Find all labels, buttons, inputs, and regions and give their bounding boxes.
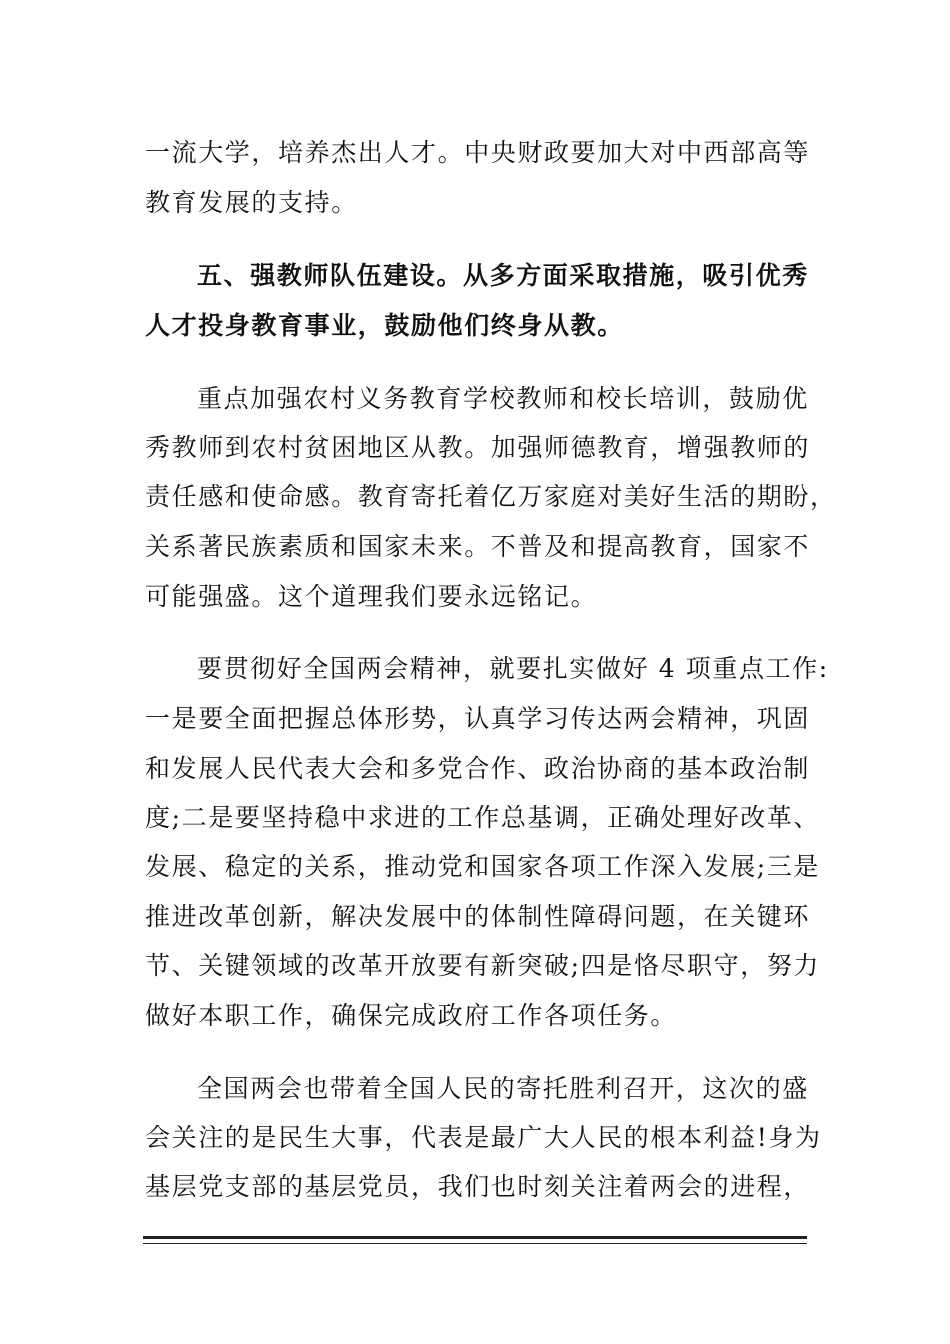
text-line: 和发展人民代表大会和多党合作、政治协商的基本政治制 [145,754,811,783]
text-line: 全国两会也带着全国人民的寄托胜利召开，这次的盛 [197,1074,809,1103]
text-line: 一流大学，培养杰出人才。中央财政要加大对中西部高等 [145,138,811,167]
heading-line: 五、强教师队伍建设。从多方面采取措施，吸引优秀 [197,261,809,290]
text-line: 关系著民族素质和国家未来。不普及和提高教育，国家不 [145,532,811,561]
text-line: 会关注的是民生大事，代表是最广大人民的根本利益!身为 [145,1123,822,1152]
text-line: 做好本职工作，确保完成政府工作各项任务。 [145,1001,678,1030]
text-line: 责任感和使命感。教育寄托着亿万家庭对美好生活的期盼， [145,482,837,511]
text-line: 发展、稳定的关系，推动党和国家各项工作深入发展;三是 [145,852,821,881]
text-line: 教育发展的支持。 [145,188,358,217]
text-line: 度;二是要坚持稳中求进的工作总基调，正确处理好改革、 [145,803,821,832]
text-line: 推进改革创新，解决发展中的体制性障碍问题，在关键环 [145,902,811,931]
heading-line: 人才投身教育事业，鼓励他们终身从教。 [145,311,624,340]
text-line: 秀教师到农村贫困地区从教。加强师德教育，增强教师的 [145,433,811,462]
text-line: 一是要全面把握总体形势，认真学习传达两会精神，巩固 [145,704,811,733]
text-line: 基层党支部的基层党员，我们也时刻关注着两会的进程， [145,1172,811,1201]
footer-rule [143,1236,807,1239]
text-line: 要贯彻好全国两会精神，就要扎实做好 4 项重点工作: [197,654,829,683]
text-line: 可能强盛。这个道理我们要永远铭记。 [145,582,598,611]
footer-rule-thin [143,1243,807,1244]
text-line: 重点加强农村义务教育学校教师和校长培训，鼓励优 [197,384,809,413]
text-line: 节、关键领域的改革开放要有新突破;四是恪尽职守，努力 [145,951,821,980]
